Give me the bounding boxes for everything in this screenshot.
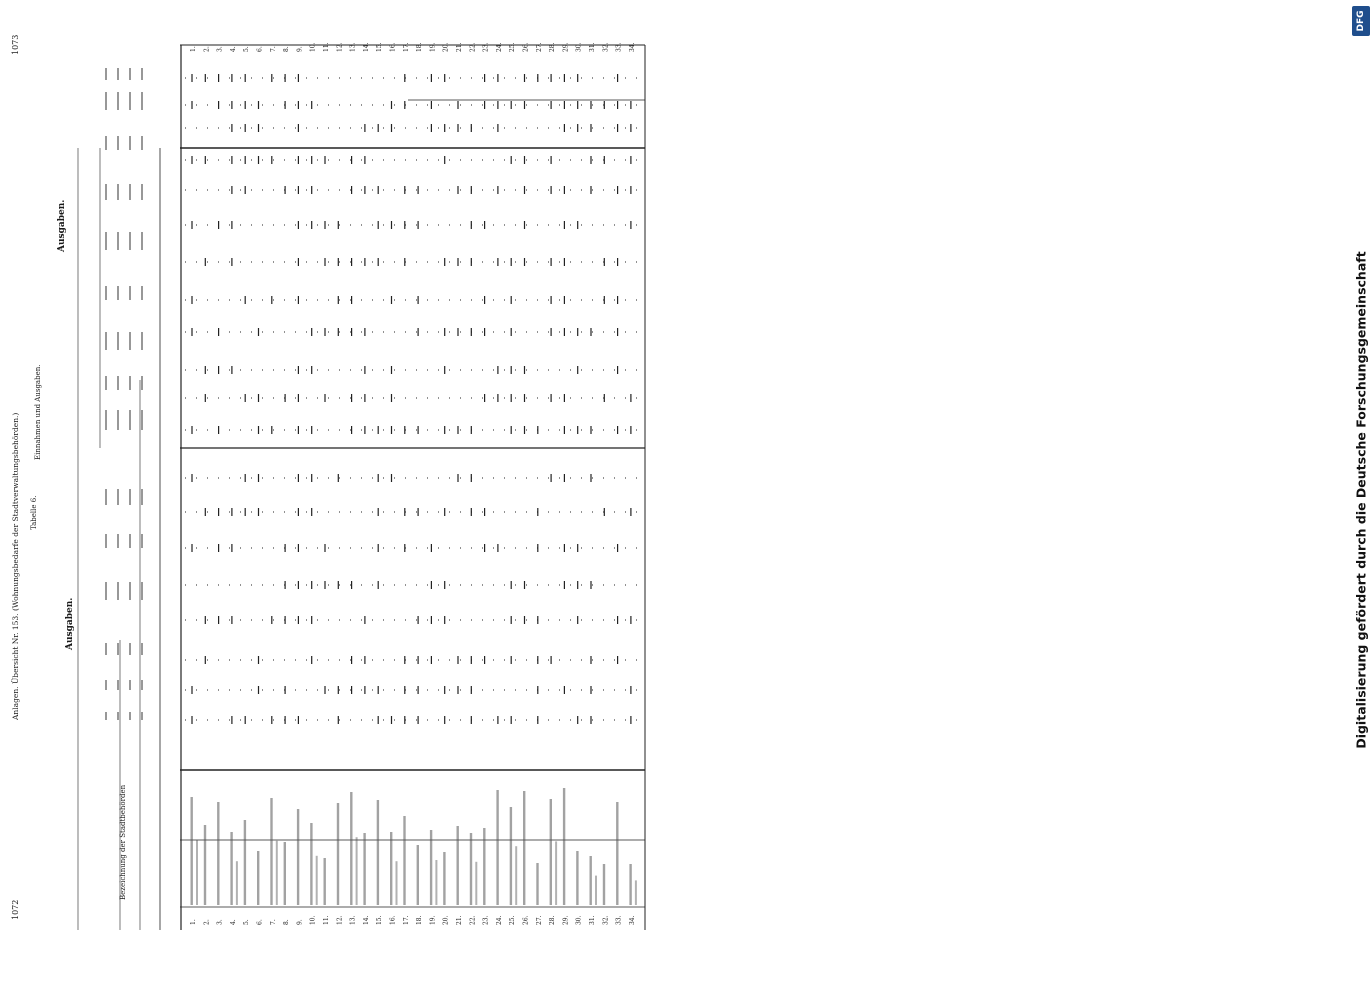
- section-title-left: Ausgaben.: [65, 597, 75, 650]
- row-label-text: [435, 860, 437, 905]
- row-number: 28.: [549, 42, 557, 52]
- row-label-text: [563, 788, 565, 905]
- column-header-text: [141, 92, 143, 110]
- row-label-text: [390, 832, 392, 905]
- row-label-text: [595, 876, 597, 905]
- row-label-text: [297, 809, 299, 905]
- row-label-text: [510, 807, 512, 905]
- column-header-text: [129, 582, 131, 600]
- row-label-text: [590, 856, 592, 905]
- row-number: 25.: [509, 42, 517, 52]
- column-header-text: [129, 410, 131, 430]
- column-header-text: [141, 534, 143, 548]
- row-number: 32.: [602, 42, 610, 52]
- row-label-text: [443, 852, 445, 905]
- row-number: 34.: [628, 42, 636, 52]
- row-number: 2.: [203, 919, 211, 925]
- row-label-text: [515, 846, 517, 905]
- column-header-text: [117, 184, 119, 200]
- row-number: 28.: [549, 915, 557, 925]
- column-header-text: [105, 376, 107, 390]
- row-numbers: [190, 42, 636, 925]
- row-number: 22.: [469, 42, 477, 52]
- row-number: 24.: [495, 42, 503, 52]
- row-number: 18.: [416, 915, 424, 925]
- row-number: 23.: [482, 42, 490, 52]
- row-label-text: [310, 823, 312, 905]
- row-number: 26.: [522, 42, 530, 52]
- column-header-text: [117, 136, 119, 150]
- column-header-text: [129, 680, 131, 690]
- row-label-text: [430, 830, 432, 905]
- column-header-text: [117, 92, 119, 110]
- row-number: 13.: [349, 915, 357, 925]
- row-number: 10.: [309, 42, 317, 52]
- row-number: 21.: [456, 42, 463, 52]
- row-number: 1.: [190, 46, 197, 52]
- row-label-text: [350, 792, 352, 905]
- column-header-text: [117, 232, 119, 250]
- sidebar: [672, 0, 1369, 1000]
- row-label-text: [555, 841, 557, 905]
- row-number: 31.: [589, 915, 596, 925]
- header-left: Anlagen. Übersicht Nr. 153. (Wohnungsbedarfe der Stadtverwaltungsbehörden.): [11, 412, 20, 720]
- column-header-text: [129, 184, 131, 200]
- row-label-text: [377, 800, 379, 905]
- row-number: 34.: [628, 915, 636, 925]
- row-number: 3.: [216, 46, 224, 52]
- column-header-text: [117, 489, 119, 505]
- row-number: 5.: [243, 46, 251, 52]
- column-header-text: [141, 332, 143, 350]
- column-header-text: [141, 184, 143, 200]
- row-number: 17.: [402, 42, 410, 52]
- row-label-text: [217, 802, 219, 905]
- column-header-text: [117, 712, 119, 720]
- row-label-text: [457, 826, 459, 905]
- column-header-text: [141, 136, 143, 150]
- column-header-text: [141, 582, 143, 600]
- column-header-text: [141, 376, 143, 390]
- column-header-text: [105, 489, 107, 505]
- column-header-text: [117, 410, 119, 430]
- row-number: 31.: [589, 42, 596, 52]
- section-title: Ausgaben.: [57, 199, 67, 252]
- row-label-text: [576, 851, 578, 905]
- column-header-text: [141, 286, 143, 300]
- row-number: 29.: [562, 915, 570, 925]
- row-number: 33.: [615, 42, 623, 52]
- row-number: 15.: [376, 915, 384, 925]
- row-number: 25.: [509, 915, 517, 925]
- column-header-text: [129, 534, 131, 548]
- row-label-text: [470, 833, 472, 905]
- column-header-text: [105, 184, 107, 200]
- column-header-text: [105, 534, 107, 548]
- column-header-text: [105, 410, 107, 430]
- row-number: 17.: [402, 915, 410, 925]
- page-number-left: 1072: [11, 899, 20, 920]
- row-number: 15.: [376, 42, 384, 52]
- column-header-text: [129, 332, 131, 350]
- row-number: 29.: [562, 42, 570, 52]
- row-label-text: [496, 790, 498, 905]
- row-number: 23.: [482, 915, 490, 925]
- row-label-text: [603, 864, 605, 905]
- row-label-text: [244, 820, 246, 905]
- column-header-text: [117, 376, 119, 390]
- row-number: 1.: [190, 919, 197, 925]
- row-number: 30.: [575, 915, 583, 925]
- row-number: 27.: [535, 42, 543, 52]
- row-number: 14.: [362, 42, 370, 52]
- column-header-text: [129, 712, 131, 720]
- column-header-text: [117, 534, 119, 548]
- data-columns: [185, 78, 642, 720]
- row-label-text: [396, 861, 398, 905]
- column-header-text: [129, 232, 131, 250]
- row-number: 9.: [296, 919, 304, 925]
- row-label-text: [230, 832, 232, 905]
- row-number: 6.: [256, 46, 264, 52]
- row-number: 8.: [283, 46, 291, 52]
- row-label-text: [483, 828, 485, 905]
- column-header-text: [129, 136, 131, 150]
- column-header-text: [141, 232, 143, 250]
- column-header-text: [105, 232, 107, 250]
- column-header-text: [105, 136, 107, 150]
- row-label-text: [635, 880, 637, 905]
- row-label-text: [475, 862, 477, 905]
- column-header-text: [117, 332, 119, 350]
- row-label-text: [363, 833, 365, 905]
- row-label-text: [204, 825, 206, 905]
- row-number: 32.: [602, 915, 610, 925]
- row-label-text: [356, 837, 358, 905]
- column-header-text: [129, 376, 131, 390]
- column-header-text: [117, 680, 119, 690]
- row-label-text: [196, 840, 198, 905]
- column-header-text: [105, 92, 107, 110]
- row-labels: [191, 788, 637, 905]
- row-label-text: [270, 798, 272, 905]
- row-number: 8.: [283, 919, 291, 925]
- column-headers: [105, 68, 143, 720]
- row-number: 22.: [469, 915, 477, 925]
- column-header-text: [141, 68, 143, 80]
- row-number: 21.: [456, 915, 463, 925]
- column-header-text: [117, 68, 119, 80]
- column-header-text: [117, 643, 119, 655]
- section-subtitle: Einnahmen und Ausgaben.: [34, 364, 42, 460]
- row-number: 5.: [243, 919, 251, 925]
- row-label-text: [284, 842, 286, 905]
- row-number: 7.: [269, 919, 277, 925]
- rotated-table-scan: [0, 0, 672, 1000]
- row-label-text: [191, 797, 193, 905]
- row-label-text: [417, 845, 419, 905]
- table-label: Tabelle 6.: [30, 495, 38, 530]
- row-number: 4.: [229, 919, 237, 925]
- row-number: 16.: [389, 42, 397, 52]
- row-number: 19.: [429, 42, 437, 52]
- row-header: Bezeichnung der Stadtbehörden: [119, 784, 127, 900]
- row-label-text: [316, 856, 318, 905]
- column-header-text: [141, 680, 143, 690]
- row-label-text: [257, 851, 259, 905]
- row-label-text: [236, 861, 238, 905]
- row-label-text: [536, 863, 538, 905]
- column-header-text: [129, 489, 131, 505]
- column-header-text: [105, 712, 107, 720]
- column-header-text: [129, 68, 131, 80]
- row-number: 2.: [203, 46, 211, 52]
- row-label-text: [276, 841, 278, 905]
- dfg-logo: DFG: [1352, 6, 1370, 36]
- row-label-text: [337, 803, 339, 905]
- row-label-text: [550, 799, 552, 905]
- row-number: 3.: [216, 919, 224, 925]
- row-number: 11.: [323, 42, 330, 52]
- row-number: 24.: [495, 915, 503, 925]
- row-number: 33.: [615, 915, 623, 925]
- column-header-text: [105, 643, 107, 655]
- row-number: 4.: [229, 46, 237, 52]
- row-label-text: [616, 802, 618, 905]
- row-number: 10.: [309, 915, 317, 925]
- row-number: 12.: [336, 42, 344, 52]
- row-number: 19.: [429, 915, 437, 925]
- column-header-text: [129, 92, 131, 110]
- column-header-text: [141, 410, 143, 430]
- row-number: 30.: [575, 42, 583, 52]
- row-number: 27.: [535, 915, 543, 925]
- column-header-text: [141, 643, 143, 655]
- column-header-text: [117, 286, 119, 300]
- row-number: 12.: [336, 915, 344, 925]
- row-number: 20.: [442, 42, 450, 52]
- column-header-text: [141, 489, 143, 505]
- column-header-text: [129, 286, 131, 300]
- row-number: 14.: [362, 915, 370, 925]
- column-header-text: [105, 332, 107, 350]
- row-number: 20.: [442, 915, 450, 925]
- column-header-text: [129, 643, 131, 655]
- row-label-text: [629, 864, 631, 905]
- page-number-right: 1073: [11, 34, 20, 55]
- column-header-text: [141, 712, 143, 720]
- column-header-text: [117, 582, 119, 600]
- column-header-text: [105, 286, 107, 300]
- column-header-text: [105, 680, 107, 690]
- row-number: 7.: [269, 46, 277, 52]
- row-number: 9.: [296, 46, 304, 52]
- data-values: [192, 74, 631, 724]
- column-header-text: [105, 582, 107, 600]
- row-number: 16.: [389, 915, 397, 925]
- row-number: 6.: [256, 919, 264, 925]
- row-number: 26.: [522, 915, 530, 925]
- digitization-credit: Digitalisierung gefördert durch die Deutsche Forschungsgemeinschaft: [1353, 251, 1369, 749]
- row-label-text: [324, 858, 326, 905]
- row-label-text: [403, 816, 405, 905]
- row-number: 18.: [416, 42, 424, 52]
- column-header-text: [105, 68, 107, 80]
- row-number: 11.: [323, 915, 330, 925]
- row-number: 13.: [349, 42, 357, 52]
- row-label-text: [523, 791, 525, 905]
